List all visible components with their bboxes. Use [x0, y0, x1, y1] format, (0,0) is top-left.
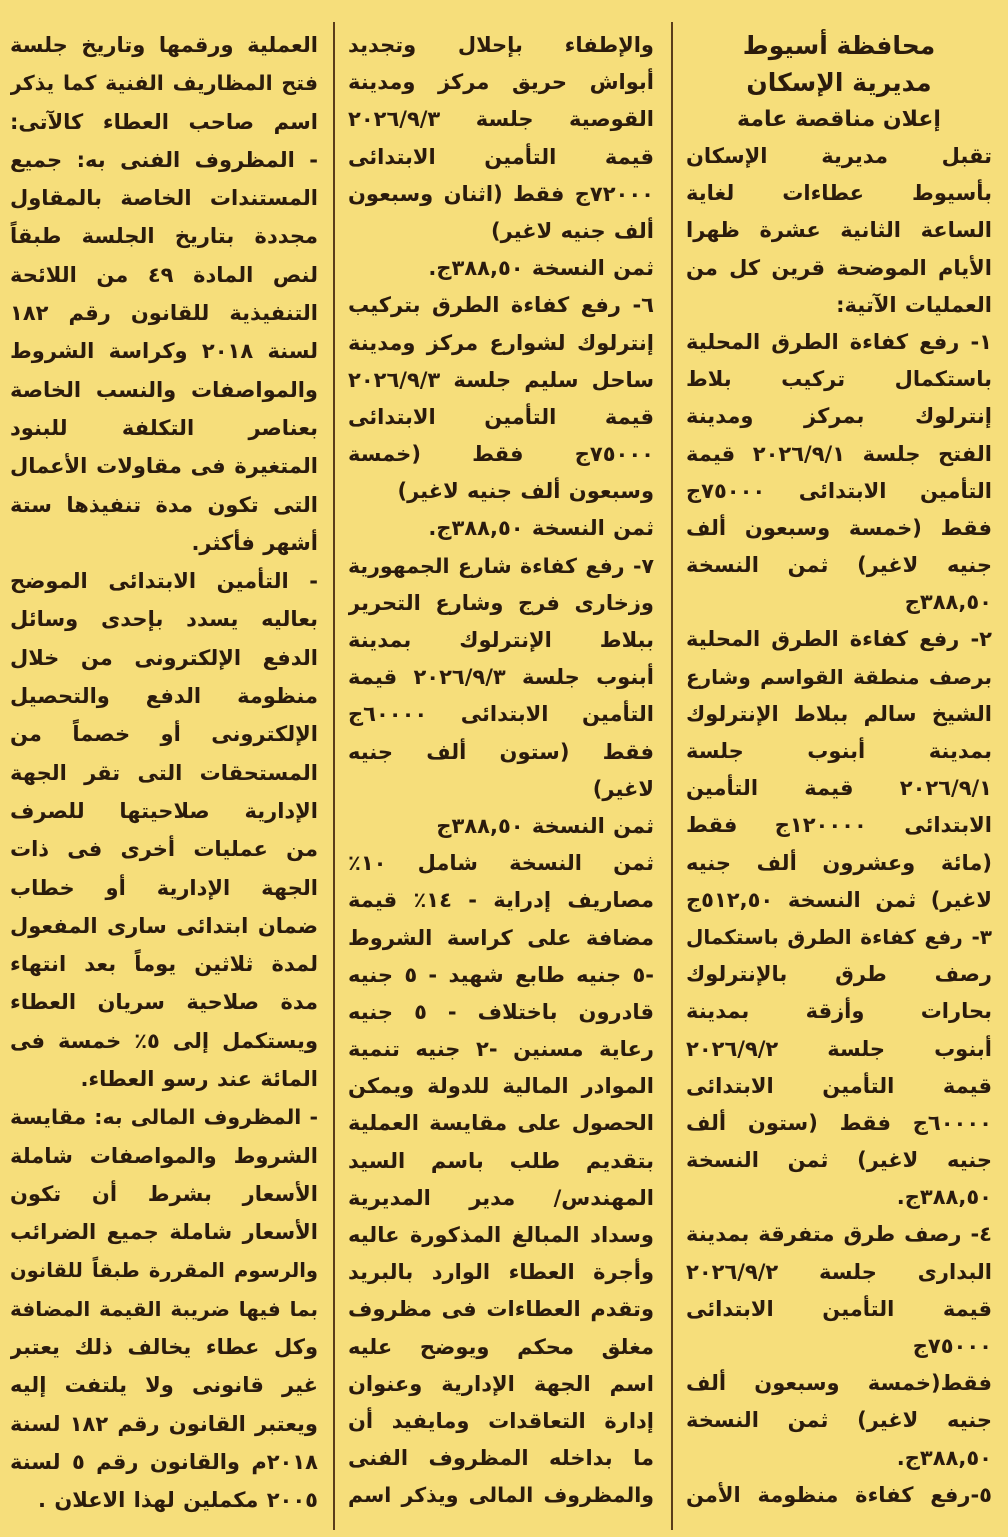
text-line: غير قانونى ولا يلتفت إليه: [10, 1373, 318, 1398]
text-line: الأسعار شاملة جميع الضرائب: [10, 1220, 318, 1245]
text-line: وكل عطاء يخالف ذلك يعتبر: [10, 1335, 318, 1360]
text-line: لاغير): [592, 776, 654, 801]
text-line: لنص المادة ٤٩ من اللائحة: [10, 262, 318, 287]
text-line: بعاليه يسدد بإحدى وسائل: [10, 607, 318, 632]
text-line: الشيخ سالم ببلاط الإنترلوك: [686, 701, 992, 726]
text-line: من عمليات أخرى فى ذات: [10, 837, 318, 862]
text-line: اسم الجهة الإدارية وعنوان: [348, 1371, 654, 1396]
text-line: ٦- رفع كفاءة الطرق بتركيب: [348, 293, 654, 318]
text-line: ساحل سليم جلسة ٢٠٢٦/٩/٣: [348, 367, 654, 392]
text-line: والإطفاء بإحلال وتجديد: [348, 33, 654, 57]
text-line: رعاية مسنين -٢ جنيه تنمية: [348, 1037, 654, 1062]
announcement-column-right: [686, 27, 992, 1514]
text-line: ما بداخله المظروف الفنى: [348, 1446, 654, 1471]
text-line: باستكمال تركيب بلاط: [686, 367, 992, 392]
text-line: ٦٠٠٠٠ج فقط (ستون ألف: [686, 1110, 992, 1135]
text-line: مضافة على كراسة الشروط: [348, 925, 654, 950]
text-line: ويستكمل إلى ٥٪ خمسة فى: [10, 1028, 318, 1053]
text-line: مغلق محكم ويوضح عليه: [348, 1334, 654, 1359]
text-line: رصف طرق بالإنترلوك: [686, 962, 992, 987]
text-line: بتقديم طلب باسم السيد: [348, 1148, 654, 1173]
text-line: بأسيوط عطاءات لغاية: [686, 181, 992, 206]
directorate-heading: مديرية الإسكان: [746, 68, 932, 97]
text-line: قيمة التأمين الابتدائى: [348, 144, 654, 169]
text-line: لمدة ثلاثين يوماً بعد انتهاء: [10, 952, 318, 977]
text-line: ٥-رفع كفاءة منظومة الأمن: [686, 1482, 992, 1507]
text-line: ثمن النسخة ٣٨٨,٥٠ج.: [428, 516, 654, 541]
text-line: التى تكون مدة تنفيذها ستة: [10, 492, 318, 517]
text-line: فتح المظاريف الفنية كما يذكر: [10, 71, 318, 96]
text-line: ٧٢٠٠٠ج فقط (اثنان وسبعون: [348, 181, 654, 206]
announcement-title: إعلان مناقصة عامة: [737, 107, 941, 132]
text-line: ٧٥٠٠٠ج فقط (خمسة: [348, 442, 654, 467]
column-divider-left: [333, 22, 335, 1530]
governorate-heading: محافظة أسيوط: [742, 31, 936, 60]
text-line: الحصول على مقايسة العملية: [348, 1111, 654, 1136]
text-line: ٧- رفع كفاءة شارع الجمهورية: [348, 553, 654, 578]
text-line: الدفع الإلكترونى من خلال: [10, 645, 318, 670]
text-line: اسم صاحب العطاء كالآتى:: [10, 109, 318, 134]
text-line: ٣٨٨,٥٠ج.: [896, 1185, 992, 1210]
text-line: مدة صلاحية سريان العطاء: [10, 990, 318, 1015]
text-line: قادرون باختلاف - ٥ جنيه: [348, 999, 654, 1024]
text-line: ١- رفع كفاءة الطرق المحلية: [686, 329, 992, 354]
text-line: - المظروف الفنى به: جميع: [10, 147, 318, 172]
text-line: ٣٨٨,٥٠ج: [904, 590, 992, 615]
text-line: أبنوب جلسة ٢٠٢٦/٩/٢: [686, 1036, 992, 1061]
text-line: قيمة التأمين الابتدائى: [686, 1296, 992, 1321]
text-line: المتغيرة فى مقاولات الأعمال: [10, 454, 318, 479]
text-line: مجددة بتاريخ الجلسة طبقاً: [10, 224, 318, 249]
text-line: العمليات الآتية:: [836, 292, 992, 317]
text-line: ثمن النسخة ٣٨٨,٥٠ج: [436, 813, 654, 838]
text-line: البدارى جلسة ٢٠٢٦/٩/٢: [686, 1259, 992, 1284]
text-line: بمدينة أبنوب جلسة: [686, 739, 992, 763]
text-line: قيمة التأمين الابتدائى: [686, 1073, 992, 1098]
text-line: جنيه لاغير) ثمن النسخة: [686, 1148, 992, 1173]
text-line: ٢٠١٨م والقانون رقم ٥ لسنة: [10, 1449, 318, 1474]
text-line: إدارة التعاقدات ومايفيد أن: [348, 1408, 654, 1433]
text-line: الساعة الثانية عشرة ظهرا: [686, 218, 992, 243]
text-line: الإلكترونى أو خصماً من: [10, 722, 318, 747]
text-line: لاغير) ثمن النسخة ٥١٢,٥٠ج: [686, 887, 992, 912]
text-line: الابتدائى ١٢٠٠٠٠ج فقط: [686, 813, 992, 838]
text-line: المائة عند رسو العطاء.: [80, 1067, 318, 1092]
text-line: أشهر فأكثر.: [191, 530, 318, 555]
text-line: (مائة وعشرون ألف جنيه: [686, 850, 992, 875]
text-line: فقط(خمسة وسبعون ألف: [686, 1371, 992, 1396]
text-line: التأمين الابتدائى ٦٠٠٠٠ج: [348, 702, 654, 727]
text-line: تقبل مديرية الإسكان: [686, 144, 992, 168]
text-line: وزخارى فرج وشارع التحرير: [348, 590, 654, 615]
text-line: ٣- رفع كفاءة الطرق باستكمال: [686, 924, 992, 949]
text-line: الأيام الموضحة قرين كل من: [686, 255, 992, 280]
text-line: أبنوب جلسة ٢٠٢٦/٩/٣ قيمة: [348, 665, 654, 690]
text-line: ثمن النسخة ٣٨٨,٥٠ج.: [428, 256, 654, 281]
text-line: ٤- رصف طرق متفرقة بمدينة: [686, 1222, 992, 1247]
text-line: لسنة ٢٠١٨ وكراسة الشروط: [10, 339, 318, 364]
text-line: المستندات الخاصة بالمقاول: [10, 186, 318, 211]
text-line: إنترلوك بمركز ومدينة: [686, 404, 992, 429]
text-line: والمظروف المالى ويذكر اسم: [348, 1483, 654, 1508]
text-line: إنترلوك لشوارع مركز ومدينة: [348, 330, 654, 355]
text-line: المهندس/ مدير المديرية: [348, 1185, 654, 1210]
text-line: ٢٠٠٥ مكملين لهذا الاعلان .: [38, 1488, 318, 1513]
text-line: وسداد المبالغ المذكورة عاليه: [348, 1223, 654, 1247]
text-line: الإدارية صلاحيتها للصرف: [10, 798, 318, 823]
text-line: ٧٥٠٠٠ج: [912, 1334, 992, 1358]
text-line: التنفيذية للقانون رقم ١٨٢: [10, 301, 318, 326]
text-line: جنيه لاغير) ثمن النسخة: [686, 1408, 992, 1433]
text-line: ٣٨٨,٥٠ج.: [896, 1445, 992, 1470]
text-line: قيمة التأمين الابتدائى: [348, 404, 654, 429]
announcement-column-left: [10, 26, 318, 1520]
text-line: المستحقات التى تقر الجهة: [10, 760, 318, 785]
text-line: فقط (ستون ألف جنيه: [348, 739, 654, 764]
column-divider-right: [671, 22, 673, 1530]
text-line: -٥ جنيه طابع شهيد - ٥ جنيه: [348, 962, 654, 987]
text-line: الموادر المالية للدولة ويمكن: [348, 1074, 654, 1099]
text-line: الجهة الإدارية أو خطاب: [10, 875, 318, 900]
text-line: ٢- رفع كفاءة الطرق المحلية: [686, 627, 992, 652]
text-line: الفتح جلسة ٢٠٢٦/٩/١ قيمة: [686, 441, 992, 466]
text-line: بما فيها ضريبة القيمة المضافة: [10, 1296, 318, 1321]
text-line: الأسعار بشرط أن تكون: [10, 1181, 318, 1206]
text-line: العملية ورقمها وتاريخ جلسة: [10, 33, 318, 57]
text-line: وسبعون ألف جنيه لاغير): [397, 479, 654, 504]
text-line: برصف منطقة القواسم وشارع: [686, 664, 992, 689]
text-line: القوصية جلسة ٢٠٢٦/٩/٣: [348, 107, 654, 132]
text-line: - التأمين الابتدائى الموضح: [10, 569, 318, 594]
text-line: أبواش حريق مركز ومدينة: [348, 70, 654, 95]
text-line: بحارات وأزقة بمدينة: [686, 999, 992, 1024]
text-line: والرسوم المقررة طبقاً للقانون: [10, 1258, 318, 1282]
text-line: جنيه لاغير) ثمن النسخة: [686, 553, 992, 578]
text-line: الشروط والمواصفات شاملة: [10, 1143, 318, 1168]
text-line: ألف جنيه لاغير): [491, 218, 654, 243]
text-line: التأمين الابتدائى ٧٥٠٠٠ج: [686, 478, 992, 503]
text-line: مصاريف إدراية - ١٤٪ قيمة: [348, 888, 654, 913]
text-line: - المظروف المالى به: مقايسة: [10, 1105, 318, 1130]
text-line: فقط (خمسة وسبعون ألف: [686, 515, 992, 540]
text-line: وأجرة العطاء الوارد بالبريد: [348, 1260, 654, 1285]
text-line: بعناصر التكلفة للبنود: [10, 415, 318, 440]
text-line: ٢٠٢٦/٩/١ قيمة التأمين: [686, 776, 992, 801]
text-line: ببلاط الإنترلوك بمدينة: [348, 628, 654, 652]
text-line: ويعتبر القانون رقم ١٨٢ لسنة: [10, 1411, 318, 1436]
text-line: والمواصفات والنسب الخاصة: [10, 377, 318, 402]
text-line: ثمن النسخة شامل ١٠٪: [348, 851, 654, 876]
announcement-column-middle: [348, 27, 654, 1515]
text-line: منظومة الدفع والتحصيل: [10, 684, 318, 709]
text-line: وتقدم العطاءات فى مظروف: [348, 1297, 654, 1322]
text-line: ضمان ابتدائى سارى المفعول: [10, 913, 318, 938]
